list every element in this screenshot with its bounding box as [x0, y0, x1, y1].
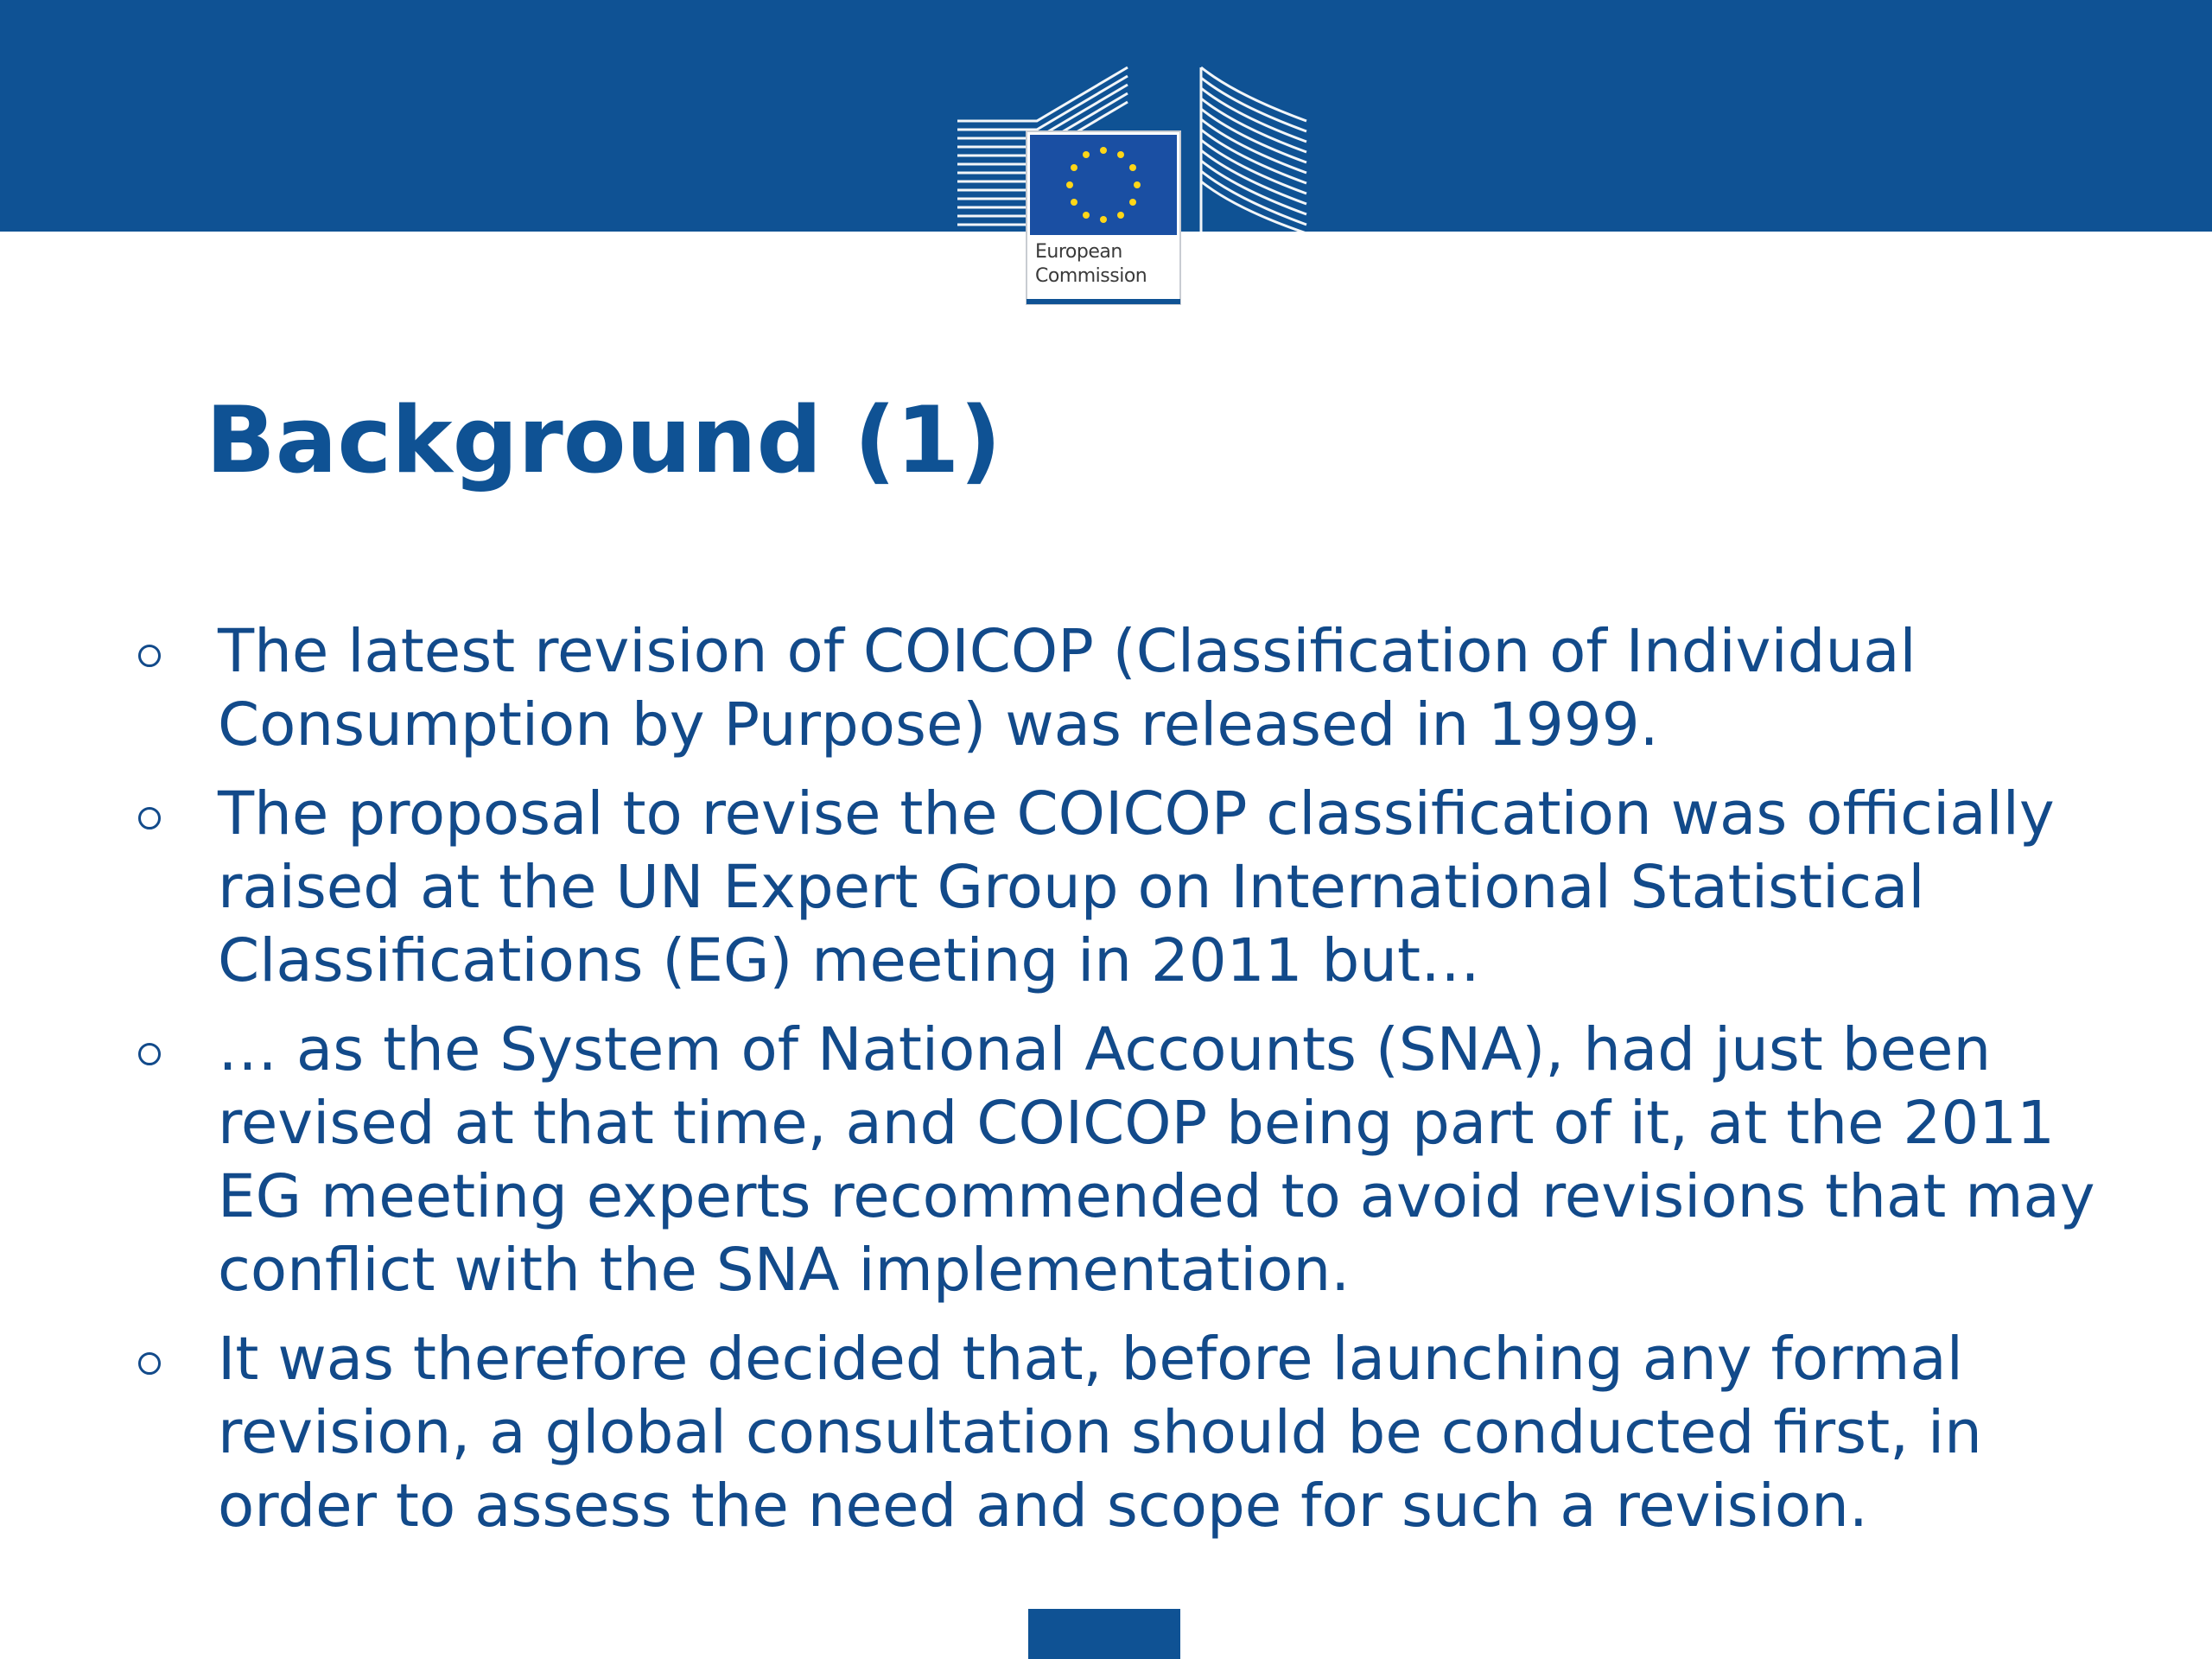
logo-line-european: European: [1035, 241, 1122, 263]
bullet-text: The proposal to revise the COICOP classification was officially raised at the UN Expert Group on International Statistical Classifications (EG) meeting in 2011 but…: [218, 779, 2055, 995]
bullet-text: The latest revision of COICOP (Classification of Individual Consumption by Purpose) was released in 1999.: [218, 617, 1916, 760]
circle-bullet-icon: [138, 807, 161, 830]
european-commission-logo: [950, 60, 1313, 311]
footer-tab: [1028, 1609, 1180, 1659]
circle-bullet-icon: [138, 645, 161, 667]
bullet-item: [130, 615, 2117, 762]
bullet-item: [130, 1323, 2117, 1543]
slide-title: Background (1): [206, 387, 1001, 493]
circle-bullet-icon: [138, 1043, 161, 1065]
bullet-item: [130, 778, 2117, 998]
bullet-text: … as the System of National Accounts (SNA), had just been revised at that time, and COICOP being part of it, at the 2011 EG meeting experts recommended to avoid revisions that may conflict with the SNA implementation.: [218, 1015, 2095, 1305]
bullet-list: [130, 615, 2117, 1559]
logo-text: [1035, 240, 1182, 289]
logo-line-commission: Commission: [1035, 265, 1147, 287]
circle-bullet-icon: [138, 1352, 161, 1375]
bullet-text: It was therefore decided that, before launching any formal revision, a global consultation should be conducted first, in order to assess the need and scope for such a revision.: [218, 1325, 1982, 1541]
bullet-item: [130, 1014, 2117, 1307]
